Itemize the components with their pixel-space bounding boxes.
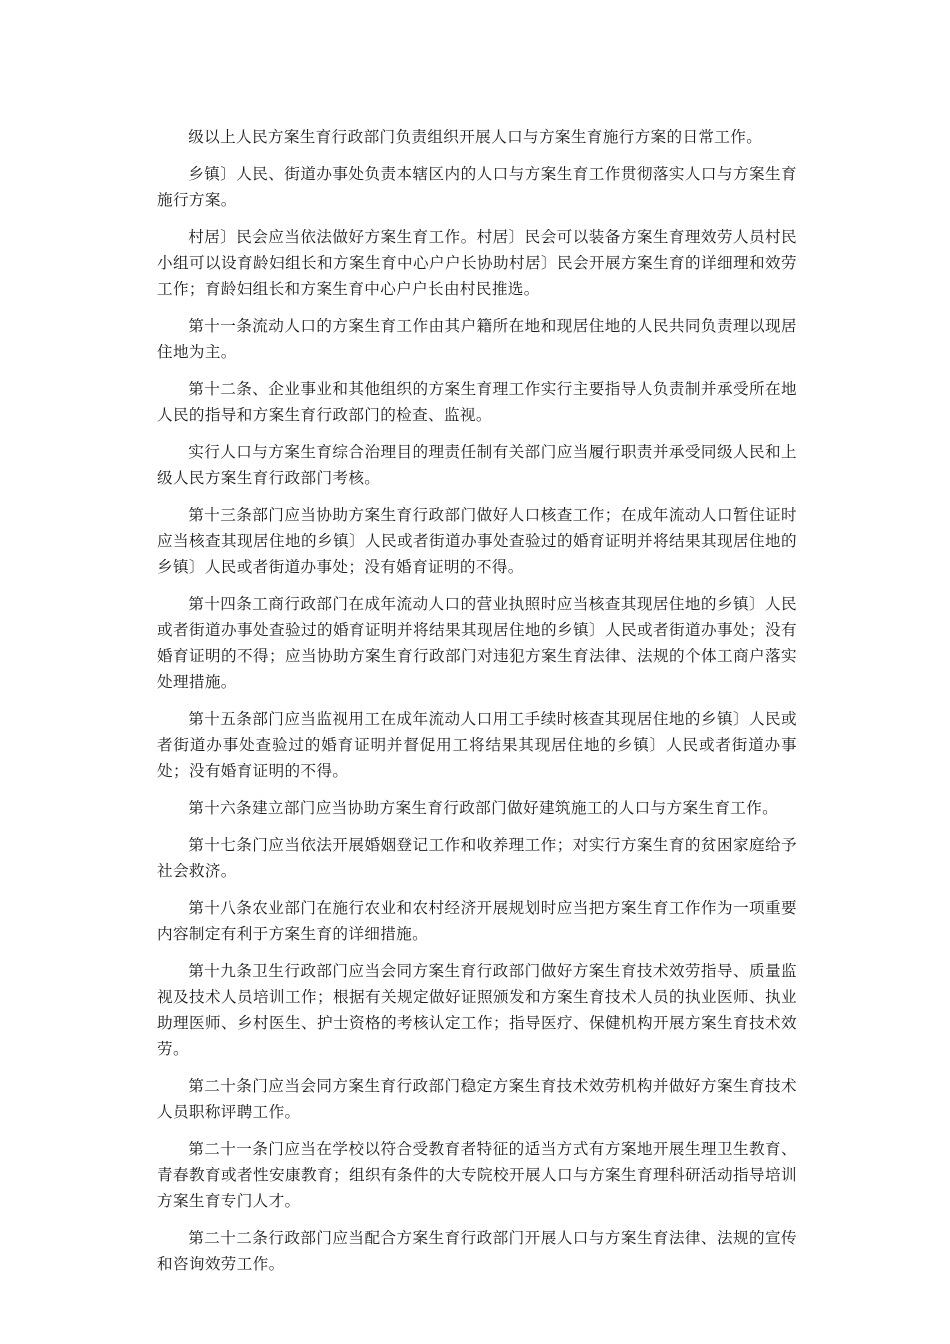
paragraph-16: 第二十二条行政部门应当配合方案生育行政部门开展人口与方案生育法律、法规的宣传和咨询效劳工作。: [157, 1229, 797, 1273]
paragraph-8: 第十四条工商行政部门在成年流动人口的营业执照时应当核查其现居住地的乡镇〕人民或者街道办事处查验过的婚育证明并将结果其现居住地的乡镇〕人民或者街道办事处；没有婚育证明的不得；应当协助方案生育行政部门对违犯方案生育法律、法规的个体工商户落实处理措施。: [157, 595, 797, 691]
paragraph-12: 第十八条农业部门在施行农业和农村经济开展规划时应当把方案生育工作作为一项重要内容制定有利于方案生育的详细措施。: [157, 899, 797, 943]
paragraph-3: 村居〕民会应当依法做好方案生育工作。村居〕民会可以装备方案生育理效劳人员村民小组可以设育龄妇组长和方案生育中心户户长协助村居〕民会开展方案生育的详细理和效劳工作；育龄妇组长和方案生育中心户户长由村民推选。: [157, 228, 797, 298]
paragraph-5: 第十二条、企业事业和其他组织的方案生育理工作实行主要指导人负责制并承受所在地人民的指导和方案生育行政部门的检查、监视。: [157, 380, 797, 424]
paragraph-7: 第十三条部门应当协助方案生育行政部门做好人口核查工作；在成年流动人口暂住证时应当核查其现居住地的乡镇〕人民或者街道办事处查验过的婚育证明并将结果其现居住地的乡镇〕人民或者街道办事处；没有婚育证明的不得。: [157, 506, 797, 576]
paragraph-9: 第十五条部门应当监视用工在成年流动人口用工手续时核查其现居住地的乡镇〕人民或者街道办事处查验过的婚育证明并督促用工将结果其现居住地的乡镇〕人民或者街道办事处；没有婚育证明的不得。: [157, 710, 797, 780]
paragraph-14: 第二十条门应当会同方案生育行政部门稳定方案生育技术效劳机构并做好方案生育技术人员职称评聘工作。: [157, 1077, 797, 1121]
paragraph-4: 第十一条流动人口的方案生育工作由其户籍所在地和现居住地的人民共同负责理以现居住地为主。: [157, 317, 797, 361]
paragraph-11: 第十七条门应当依法开展婚姻登记工作和收养理工作；对实行方案生育的贫困家庭给予社会救济。: [157, 836, 797, 880]
paragraph-1: 级以上人民方案生育行政部门负责组织开展人口与方案生育施行方案的日常工作。: [188, 128, 763, 146]
paragraph-15: 第二十一条门应当在学校以符合受教育者特征的适当方式有方案地开展生理卫生教育、青春教育或者性安康教育；组织有条件的大专院校开展人口与方案生育理科研活动指导培训方案生育专门人才。: [157, 1140, 797, 1210]
paragraph-13: 第十九条卫生行政部门应当会同方案生育行政部门做好方案生育技术效劳指导、质量监视及技术人员培训工作；根据有关规定做好证照颁发和方案生育技术人员的执业医师、执业助理医师、乡村医生、护士资格的考核认定工作；指导医疗、保健机构开展方案生育技术效劳。: [157, 962, 797, 1058]
paragraph-6: 实行人口与方案生育综合治理目的理责任制有关部门应当履行职责并承受同级人民和上级人民方案生育行政部门考核。: [157, 443, 797, 487]
document-body: [157, 124, 797, 1288]
paragraph-2: 乡镇〕人民、街道办事处负责本辖区内的人口与方案生育工作贯彻落实人口与方案生育施行方案。: [157, 165, 797, 209]
paragraph-10: 第十六条建立部门应当协助方案生育行政部门做好建筑施工的人口与方案生育工作。: [188, 799, 779, 817]
